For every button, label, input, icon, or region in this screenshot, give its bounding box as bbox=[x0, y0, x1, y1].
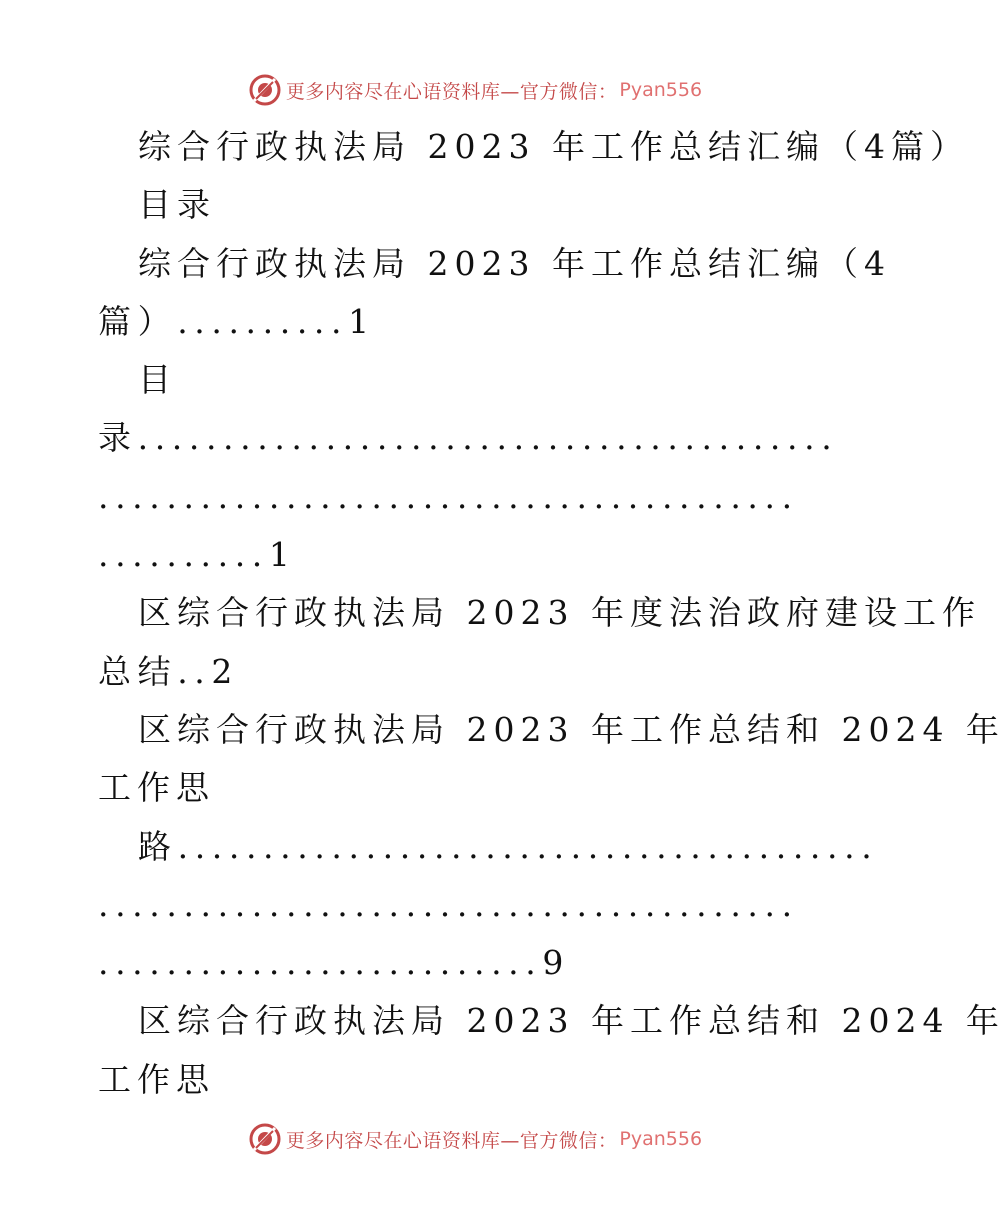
watermark-text: 更多内容尽在心语资料库—官方微信： bbox=[285, 80, 618, 103]
toc-entry-line: 综合行政执法局 2023 年工作总结汇编（4 bbox=[138, 243, 891, 283]
toc-entry-line: 总结..2 bbox=[98, 651, 239, 691]
document-title: 综合行政执法局 2023 年工作总结汇编（4篇） bbox=[138, 127, 969, 166]
toc-entry-line: 区综合行政执法局 2023 年度法治政府建设工作 bbox=[138, 593, 981, 633]
toc-entry-line: 篇）..........1 bbox=[98, 301, 376, 341]
toc-entry-line: ......................................... bbox=[98, 476, 799, 516]
toc-entry-line: 路......................................... bbox=[138, 826, 879, 866]
toc-entry-line: 录......................................... bbox=[98, 418, 839, 458]
watermark-wechat-id: Pyan556 bbox=[619, 1128, 703, 1150]
toc-entry-line: 区综合行政执法局 2023 年工作总结和 2024 年 bbox=[138, 709, 1005, 749]
toc-entry-line: ......................................... bbox=[98, 884, 799, 924]
pen-seal-icon bbox=[248, 1122, 282, 1156]
watermark-text: 更多内容尽在心语资料库—官方微信： bbox=[285, 1129, 618, 1152]
toc-entry-line: 工作思 bbox=[98, 1059, 215, 1099]
watermark-banner-top bbox=[0, 70, 950, 110]
watermark-banner-bottom bbox=[0, 1119, 950, 1159]
watermark-wechat-id: Pyan556 bbox=[619, 79, 703, 101]
toc-entry-line: 区综合行政执法局 2023 年工作总结和 2024 年 bbox=[138, 1001, 1005, 1041]
toc-entry-line: ..........................9 bbox=[98, 943, 570, 983]
document-page bbox=[98, 118, 1005, 1109]
toc-heading: 目录 bbox=[138, 185, 216, 225]
toc-entry-line: 工作思 bbox=[98, 768, 215, 808]
pen-seal-icon bbox=[248, 73, 282, 107]
toc-entry-line: ..........1 bbox=[98, 535, 297, 575]
toc-entry-line: 目 bbox=[138, 360, 177, 400]
